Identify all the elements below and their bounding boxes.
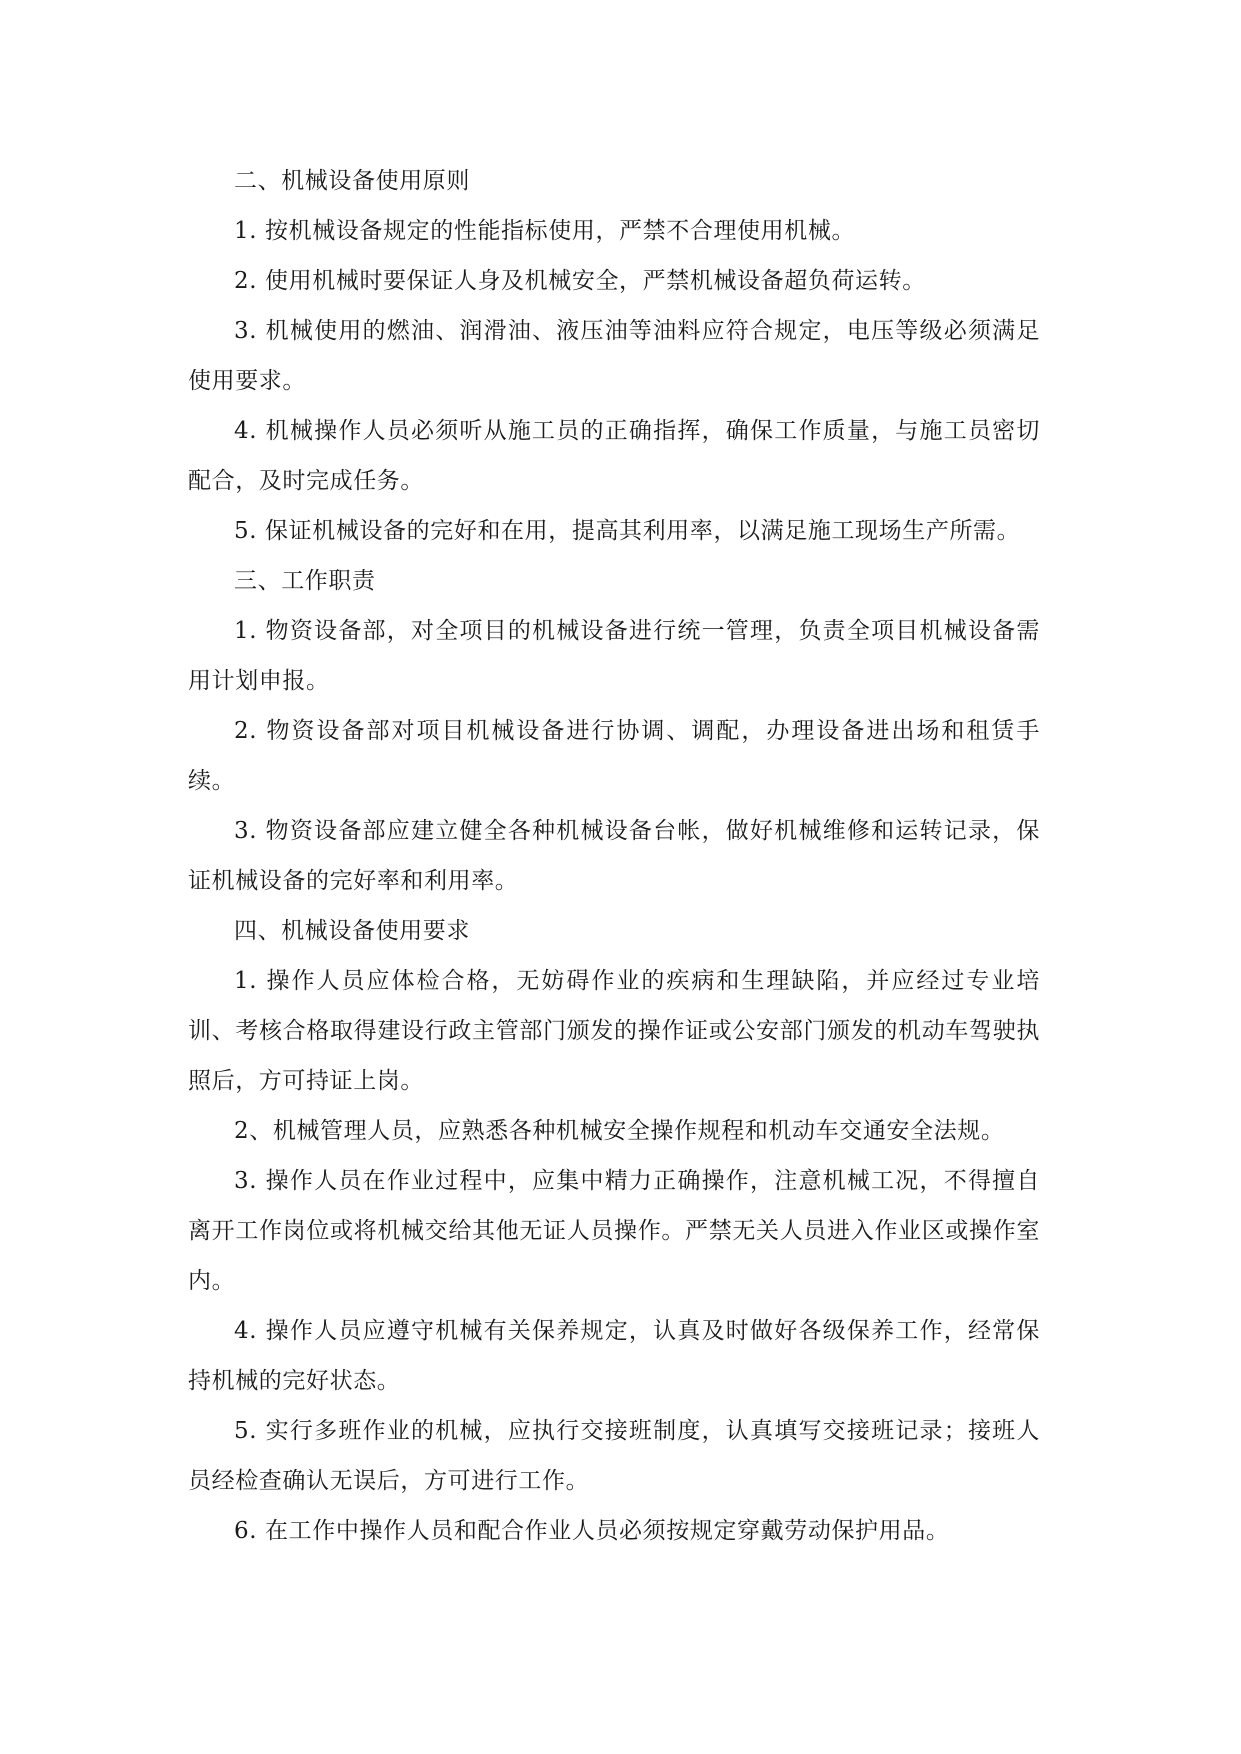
paragraph: 1. 按机械设备规定的性能指标使用，严禁不合理使用机械。 <box>234 218 856 244</box>
paragraph: 4. 操作人员应遵守机械有关保养规定，认真及时做好各级保养工作，经常保持机械的完好状态。 <box>188 1318 1040 1394</box>
section-heading-3: 三、工作职责 <box>234 568 376 594</box>
section-heading-4: 四、机械设备使用要求 <box>234 918 470 944</box>
paragraph: 6. 在工作中操作人员和配合作业人员必须按规定穿戴劳动保护用品。 <box>234 1518 950 1544</box>
paragraph: 3. 操作人员在作业过程中，应集中精力正确操作，注意机械工况，不得擅自离开工作岗位或将机械交给其他无证人员操作。严禁无关人员进入作业区或操作室内。 <box>188 1168 1040 1294</box>
paragraph: 1. 物资设备部，对全项目的机械设备进行统一管理，负责全项目机械设备需用计划申报。 <box>188 618 1040 694</box>
paragraph: 2. 使用机械时要保证人身及机械安全，严禁机械设备超负荷运转。 <box>234 268 926 294</box>
section-heading-2: 二、机械设备使用原则 <box>234 168 470 194</box>
paragraph: 2. 物资设备部对项目机械设备进行协调、调配，办理设备进出场和租赁手续。 <box>188 718 1040 794</box>
paragraph: 4. 机械操作人员必须听从施工员的正确指挥，确保工作质量，与施工员密切配合，及时完成任务。 <box>188 418 1040 494</box>
document-body <box>188 156 1040 1556</box>
paragraph: 2、机械管理人员，应熟悉各种机械安全操作规程和机动车交通安全法规。 <box>234 1118 1005 1144</box>
paragraph: 5. 保证机械设备的完好和在用，提高其利用率，以满足施工现场生产所需。 <box>234 518 1021 544</box>
paragraph: 3. 物资设备部应建立健全各种机械设备台帐，做好机械维修和运转记录，保证机械设备的完好率和利用率。 <box>188 818 1040 894</box>
paragraph: 3. 机械使用的燃油、润滑油、液压油等油料应符合规定，电压等级必须满足使用要求。 <box>188 318 1040 394</box>
paragraph: 1. 操作人员应体检合格，无妨碍作业的疾病和生理缺陷，并应经过专业培训、考核合格取得建设行政主管部门颁发的操作证或公安部门颁发的机动车驾驶执照后，方可持证上岗。 <box>188 968 1040 1094</box>
paragraph: 5. 实行多班作业的机械，应执行交接班制度，认真填写交接班记录；接班人员经检查确认无误后，方可进行工作。 <box>188 1418 1040 1494</box>
